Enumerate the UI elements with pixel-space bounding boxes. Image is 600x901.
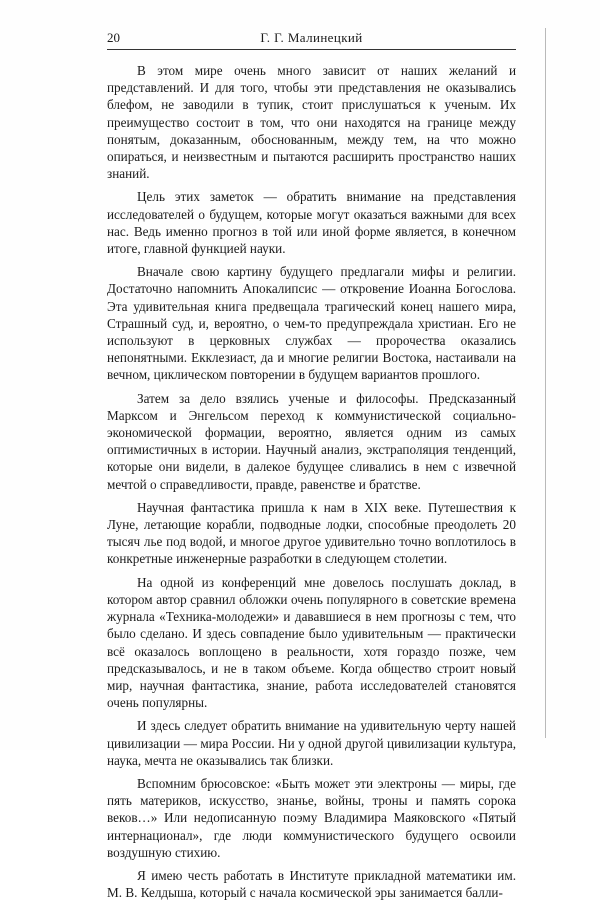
paragraph: Вначале свою картину будущего предлагали мифы и религии. Достаточно напомнить Апокалипсис — откровение Иоанна Богослова. Эта удивительная книга предвещала трагический конец нашего мира, Страшный суд, и, вероятно, о чем-то предупреждала христиан. Его не используют в церковных службах — пророчества оказались непонятными. Екклезиаст, да и многие религии Востока, настаивали на вечном, циклическом повторении в будущем вариантов прошлого. bbox=[107, 264, 516, 383]
paragraph: Я имею честь работать в Институте прикладной математики им. М. В. Келдыша, который с начала космической эры занимается балли- bbox=[107, 867, 516, 901]
paragraph: Затем за дело взялись ученые и философы. Предсказанный Марксом и Энгельсом переход к коммунистической социально-экономической формации, вероятно, является одним из самых оптимистичных в истории. Научный анализ, экстраполяция тенденций, которые они видели, в далекое будущее сливались в нем с извечной мечтой о справедливости, правде, равенстве и братстве. bbox=[107, 390, 516, 492]
page-edge-shadow bbox=[545, 28, 546, 738]
paragraph: На одной из конференций мне довелось послушать доклад, в котором автор сравнил обложки очень популярного в советские времена журнала «Техника-молодежи» и дававшиеся в нем прогнозы с тем, что было сделано. И здесь совпадение было удивительным — практически всё оказалось воплощено в реальности, хотя гораздо позже, чем предсказывалось, и не в таком объеме. Когда общество строит новый мир, научная фантастика, знание, работа исследователей становятся очень популярны. bbox=[107, 574, 516, 711]
header-rule bbox=[107, 49, 516, 50]
paragraph: Научная фантастика пришла к нам в XIX веке. Путешествия к Луне, летающие корабли, подводные лодки, способные преодолеть 20 тысяч лье под водой, и многое другое удивительно точно воплотилось в конкретные инженерные разработки в следующем столетии. bbox=[107, 499, 516, 567]
page-number: 20 bbox=[107, 30, 120, 45]
running-title: Г. Г. Малинецкий bbox=[260, 30, 363, 45]
paragraph: И здесь следует обратить внимание на удивительную черту нашей цивилизации — мира России. Ни у одной другой цивилизации культура, наука, мечта не оказывались так близки. bbox=[107, 718, 516, 768]
paragraph: Цель этих заметок — обратить внимание на представления исследователей о будущем, которые могут оказаться важными для всех нас. Ведь именно прогноз в той или иной форме является, в конечном итоге, главной функцией науки. bbox=[107, 189, 516, 257]
paragraph: Вспомним брюсовское: «Быть может эти электроны — миры, где пять материков, искусство, знанье, войны, троны и память сорока веков…» Или недописанную поэму Владимира Маяковского «Пятый интернационал», где люди коммунистического будущего освоили воздушную стихию. bbox=[107, 775, 516, 860]
running-head bbox=[107, 30, 516, 48]
body-text bbox=[107, 62, 516, 901]
paragraph: В этом мире очень много зависит от наших желаний и представлений. И для того, чтобы эти представления не оказывались блефом, не заводили в тупик, стоит прислушаться к ученым. Их преимущество состоит в том, что они находятся на границе между понятым, доказанным, обоснованным, между тем, на что можно опираться, и неизвестным и пытаются расширить пространство наших знаний. bbox=[107, 63, 516, 182]
